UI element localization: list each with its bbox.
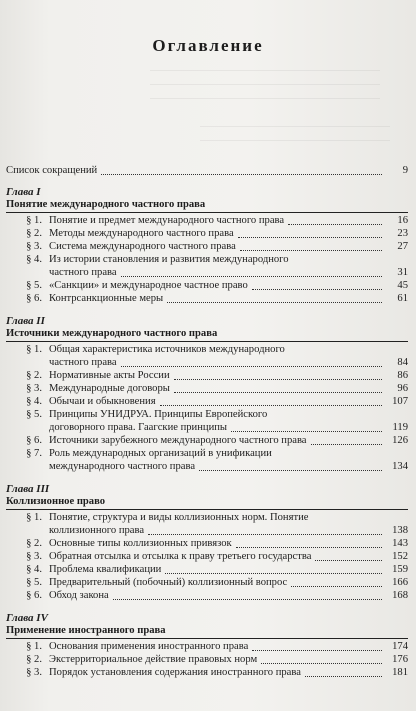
toc-entry[interactable] — [6, 654, 408, 666]
toc-entry[interactable] — [6, 409, 408, 421]
section-number: § 1. — [26, 512, 42, 523]
toc-entry-text: Нормативные акты России — [49, 370, 170, 381]
toc-entry-continued[interactable] — [6, 422, 408, 434]
toc-entry-text: Источники зарубежного международного частного права — [49, 435, 307, 446]
toc-entry[interactable] — [6, 228, 408, 240]
leader-dots — [252, 650, 382, 651]
toc-entry-text: Понятие, структура и виды коллизионных норм. Понятие — [49, 512, 309, 523]
toc-page-number: 143 — [392, 538, 408, 549]
toc-page-number: 159 — [392, 564, 408, 575]
toc-page-number: 107 — [392, 396, 408, 407]
chapter-label: Глава I — [6, 186, 41, 198]
toc-entry[interactable] — [6, 254, 408, 266]
leader-dots — [160, 405, 382, 406]
leader-dots — [305, 676, 382, 677]
section-number: § 2. — [26, 370, 42, 381]
section-number: § 6. — [26, 435, 42, 446]
section-number: § 5. — [26, 409, 42, 420]
chapter-title: Коллизионное право — [6, 496, 106, 507]
toc-page-number: 126 — [392, 435, 408, 446]
section-number: § 5. — [26, 280, 42, 291]
divider — [6, 509, 408, 510]
leader-dots — [240, 250, 382, 251]
toc-entry-text: «Санкции» и международное частное право — [49, 280, 248, 291]
toc-entry-text: Методы международного частного права — [49, 228, 234, 239]
toc-entry-text: Принципы УНИДРУА. Принципы Европейского — [49, 409, 268, 420]
toc-entry-text: Обратная отсылка и отсылка к праву третьего государства — [49, 551, 312, 562]
leader-dots — [288, 224, 382, 225]
toc-page-number: 23 — [397, 228, 408, 239]
leader-dots — [174, 379, 382, 380]
toc-entry[interactable] — [6, 383, 408, 395]
leader-dots — [311, 444, 382, 445]
section-number: § 4. — [26, 254, 42, 265]
toc-entry[interactable] — [6, 641, 408, 653]
leader-dots — [252, 289, 382, 290]
toc-page-number: 168 — [392, 590, 408, 601]
section-number: § 4. — [26, 396, 42, 407]
chapter-label: Глава IV — [6, 612, 48, 624]
leader-dots — [167, 302, 382, 303]
toc-entry[interactable] — [6, 577, 408, 589]
toc-entry-text: Обычаи и обыкновения — [49, 396, 156, 407]
toc-entry-text: международного частного права — [49, 461, 196, 472]
section-number: § 5. — [26, 577, 42, 588]
leader-dots — [165, 573, 382, 574]
toc-entry[interactable] — [6, 448, 408, 460]
toc-entry-text: Проблема квалификации — [49, 564, 162, 575]
section-number: § 3. — [26, 241, 42, 252]
toc-entry-abbreviations[interactable] — [6, 165, 408, 177]
toc-page-number: 86 — [397, 370, 408, 381]
toc-page-number: 176 — [392, 654, 408, 665]
divider — [6, 212, 408, 213]
toc-entry-text: Контрсанкционные меры — [49, 293, 164, 304]
toc-page-number: 181 — [392, 667, 408, 678]
toc-page-number: 174 — [392, 641, 408, 652]
toc-page-number: 9 — [402, 165, 408, 176]
toc-entry-text: Основные типы коллизионных привязок — [49, 538, 232, 549]
toc-entry-text: Роль международных организаций в унификации — [49, 448, 272, 459]
toc-entry[interactable] — [6, 538, 408, 550]
toc-entry-text: Из истории становления и развития международного — [49, 254, 289, 265]
chapter-title: Применение иностранного права — [6, 625, 166, 636]
divider — [6, 341, 408, 342]
leader-dots — [238, 237, 382, 238]
toc-page-number: 45 — [397, 280, 408, 291]
leader-dots — [174, 392, 382, 393]
leader-dots — [291, 586, 382, 587]
toc-page-number: 134 — [392, 461, 408, 472]
toc-page-number: 96 — [397, 383, 408, 394]
leader-dots — [121, 366, 382, 367]
section-number: § 3. — [26, 383, 42, 394]
toc-page-number: 16 — [397, 215, 408, 226]
toc-page-number: 166 — [392, 577, 408, 588]
toc-entry[interactable] — [6, 280, 408, 292]
section-number: § 3. — [26, 551, 42, 562]
toc-page-number: 138 — [392, 525, 408, 536]
toc-entry[interactable] — [6, 512, 408, 524]
toc-entry-text: частного права — [49, 267, 117, 278]
toc-entry-text: Экстерриториальное действие правовых норм — [49, 654, 258, 665]
leader-dots — [101, 174, 382, 175]
chapter-title: Понятие международного частного права — [6, 199, 206, 210]
section-number: § 6. — [26, 590, 42, 601]
section-number: § 2. — [26, 654, 42, 665]
leader-dots — [236, 547, 382, 548]
toc-entry[interactable] — [6, 551, 408, 563]
section-number: § 2. — [26, 228, 42, 239]
leader-dots — [113, 599, 382, 600]
toc-page-number: 27 — [397, 241, 408, 252]
toc-entry[interactable] — [6, 370, 408, 382]
toc-entry-text: Общая характеристика источников международного — [49, 344, 285, 355]
leader-dots — [148, 534, 382, 535]
chapter-label: Глава III — [6, 483, 50, 495]
toc-entry[interactable] — [6, 293, 408, 305]
toc-entry[interactable] — [6, 435, 408, 447]
leader-dots — [315, 560, 382, 561]
toc-entry[interactable] — [6, 215, 408, 227]
leader-dots — [231, 431, 382, 432]
toc-entry-text: коллизионного права — [49, 525, 145, 536]
section-number: § 3. — [26, 667, 42, 678]
toc-entry[interactable] — [6, 590, 408, 602]
toc-entry-text: Основания применения иностранного права — [49, 641, 249, 652]
toc-entry-continued[interactable] — [6, 357, 408, 369]
toc-page-number: 31 — [397, 267, 408, 278]
toc-entry-continued[interactable] — [6, 461, 408, 473]
toc-entry-text: Список сокращений — [6, 165, 98, 176]
leader-dots — [261, 663, 382, 664]
toc-entry-text: Предварительный (побочный) коллизионный вопрос — [49, 577, 288, 588]
toc-entry-continued[interactable] — [6, 525, 408, 537]
section-number: § 7. — [26, 448, 42, 459]
toc-entry-text: Понятие и предмет международного частного права — [49, 215, 285, 226]
leader-dots — [199, 470, 382, 471]
toc-entry-text: Обход закона — [49, 590, 109, 601]
divider — [6, 638, 408, 639]
toc-entry-text: договорного права. Гаагские принципы — [49, 422, 228, 433]
toc-entry[interactable] — [6, 396, 408, 408]
toc-entry[interactable] — [6, 667, 408, 679]
leader-dots — [121, 276, 382, 277]
toc-page-number: 61 — [397, 293, 408, 304]
chapter-title: Источники международного частного права — [6, 328, 218, 339]
toc-entry-text: Международные договоры — [49, 383, 170, 394]
section-number: § 1. — [26, 215, 42, 226]
toc-entry[interactable] — [6, 241, 408, 253]
toc-entry-text: Система международного частного права — [49, 241, 236, 252]
toc-entry-text: Порядок установления содержания иностранного права — [49, 667, 301, 678]
toc-entry-continued[interactable] — [6, 267, 408, 279]
toc-entry[interactable] — [6, 564, 408, 576]
page-title: Оглавление — [152, 36, 264, 55]
section-number: § 1. — [26, 344, 42, 355]
section-number: § 6. — [26, 293, 42, 304]
toc-entry[interactable] — [6, 344, 408, 356]
toc-page-number: 119 — [392, 422, 408, 433]
toc-page-number: 84 — [397, 357, 408, 368]
section-number: § 1. — [26, 641, 42, 652]
chapter-label: Глава II — [6, 315, 45, 327]
toc-page-number: 152 — [392, 551, 408, 562]
section-number: § 2. — [26, 538, 42, 549]
section-number: § 4. — [26, 564, 42, 575]
toc-entry-text: частного права — [49, 357, 117, 368]
